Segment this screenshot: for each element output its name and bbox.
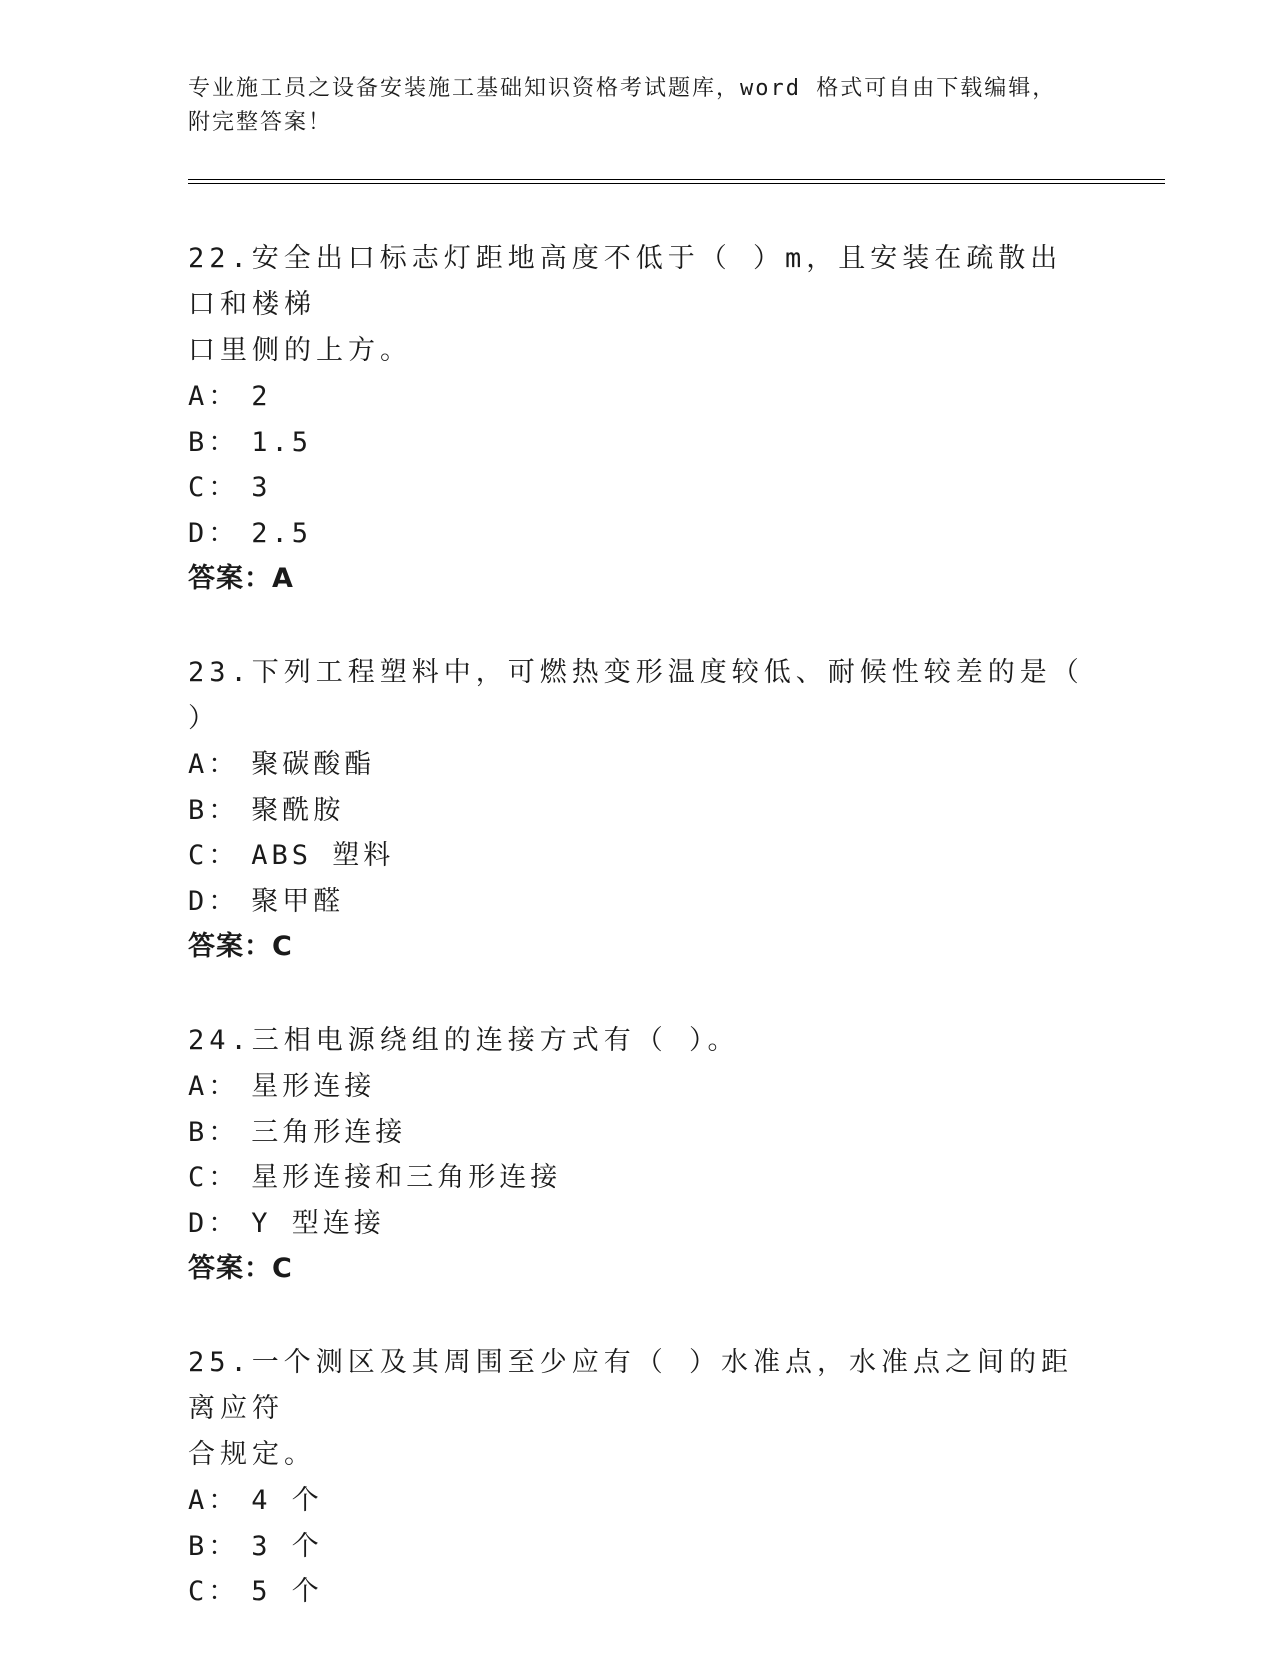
header-divider-top xyxy=(188,179,1165,180)
header-line-1: 专业施工员之设备安装施工基础知识资格考试题库，word 格式可自由下载编辑， xyxy=(188,76,1057,101)
option-text: 聚酰胺 xyxy=(251,794,345,826)
option-a xyxy=(188,1478,1088,1524)
option-text: 星形连接 xyxy=(251,1071,376,1102)
question-stem xyxy=(188,236,1088,374)
question-stem xyxy=(188,1340,1088,1478)
option-c xyxy=(188,1155,1088,1201)
option-b xyxy=(188,1524,1088,1570)
option-label: A： xyxy=(188,1071,240,1102)
question-22 xyxy=(188,236,1088,602)
question-stem-line-2: 合规定。 xyxy=(188,1439,316,1470)
option-a xyxy=(188,742,1088,788)
option-label: A： xyxy=(188,381,240,412)
option-c xyxy=(188,1569,1088,1615)
option-label: D： xyxy=(188,1207,240,1239)
option-d xyxy=(188,511,1088,557)
question-stem xyxy=(188,1018,1088,1064)
option-label: C： xyxy=(188,840,240,871)
option-b xyxy=(188,1110,1088,1156)
option-b xyxy=(188,788,1088,834)
option-b xyxy=(188,420,1088,466)
header-divider-bottom xyxy=(188,183,1165,184)
question-24 xyxy=(188,1018,1088,1292)
option-text: 三角形连接 xyxy=(251,1116,407,1148)
answer: 答案：A xyxy=(188,563,294,594)
option-text: 3 个 xyxy=(251,1530,323,1562)
option-d xyxy=(188,879,1088,925)
option-label: C： xyxy=(188,1162,240,1193)
option-label: B： xyxy=(188,1530,240,1562)
question-stem-line-1: 25.一个测区及其周围至少应有（ ）水准点，水准点之间的距离应符 xyxy=(188,1347,1074,1424)
option-label: B： xyxy=(188,794,240,826)
option-text: ABS 塑料 xyxy=(251,840,395,871)
question-25 xyxy=(188,1340,1088,1615)
option-a xyxy=(188,1064,1088,1110)
option-c xyxy=(188,465,1088,511)
option-text: 1.5 xyxy=(251,426,313,458)
option-label: A： xyxy=(188,1485,240,1516)
option-d xyxy=(188,1201,1088,1247)
option-text: 4 个 xyxy=(251,1485,323,1516)
option-text: 星形连接和三角形连接 xyxy=(251,1162,562,1193)
question-stem-line-2: 口里侧的上方。 xyxy=(188,335,412,366)
question-stem xyxy=(188,650,1088,742)
question-stem-line-1: 24.三相电源绕组的连接方式有（ ）。 xyxy=(188,1025,740,1056)
option-label: D： xyxy=(188,517,240,549)
header-line-2: 附完整答案！ xyxy=(188,110,333,135)
question-stem-line-1: 22.安全出口标志灯距地高度不低于（ ）m，且安装在疏散出口和楼梯 xyxy=(188,243,1063,320)
option-text: 聚甲醛 xyxy=(251,885,345,917)
option-text: Y 型连接 xyxy=(251,1207,385,1239)
answer: 答案：C xyxy=(188,931,293,962)
option-label: B： xyxy=(188,1116,240,1148)
option-label: B： xyxy=(188,426,240,458)
option-text: 3 xyxy=(251,472,272,503)
option-a xyxy=(188,374,1088,420)
option-text: 2 xyxy=(251,381,272,412)
option-c xyxy=(188,833,1088,879)
option-text: 2.5 xyxy=(251,517,313,549)
question-stem-line-1: 23.下列工程塑料中，可燃热变形温度较低、耐候性较差的是（ ） xyxy=(188,657,1084,734)
option-label: A： xyxy=(188,749,240,780)
option-text: 5 个 xyxy=(251,1576,323,1607)
question-list xyxy=(188,236,1088,1663)
option-label: C： xyxy=(188,472,240,503)
answer: 答案：C xyxy=(188,1253,293,1284)
option-label: D： xyxy=(188,885,240,917)
option-text: 聚碳酸酯 xyxy=(251,749,376,780)
document-header xyxy=(188,72,1088,140)
option-label: C： xyxy=(188,1576,240,1607)
question-23 xyxy=(188,650,1088,970)
